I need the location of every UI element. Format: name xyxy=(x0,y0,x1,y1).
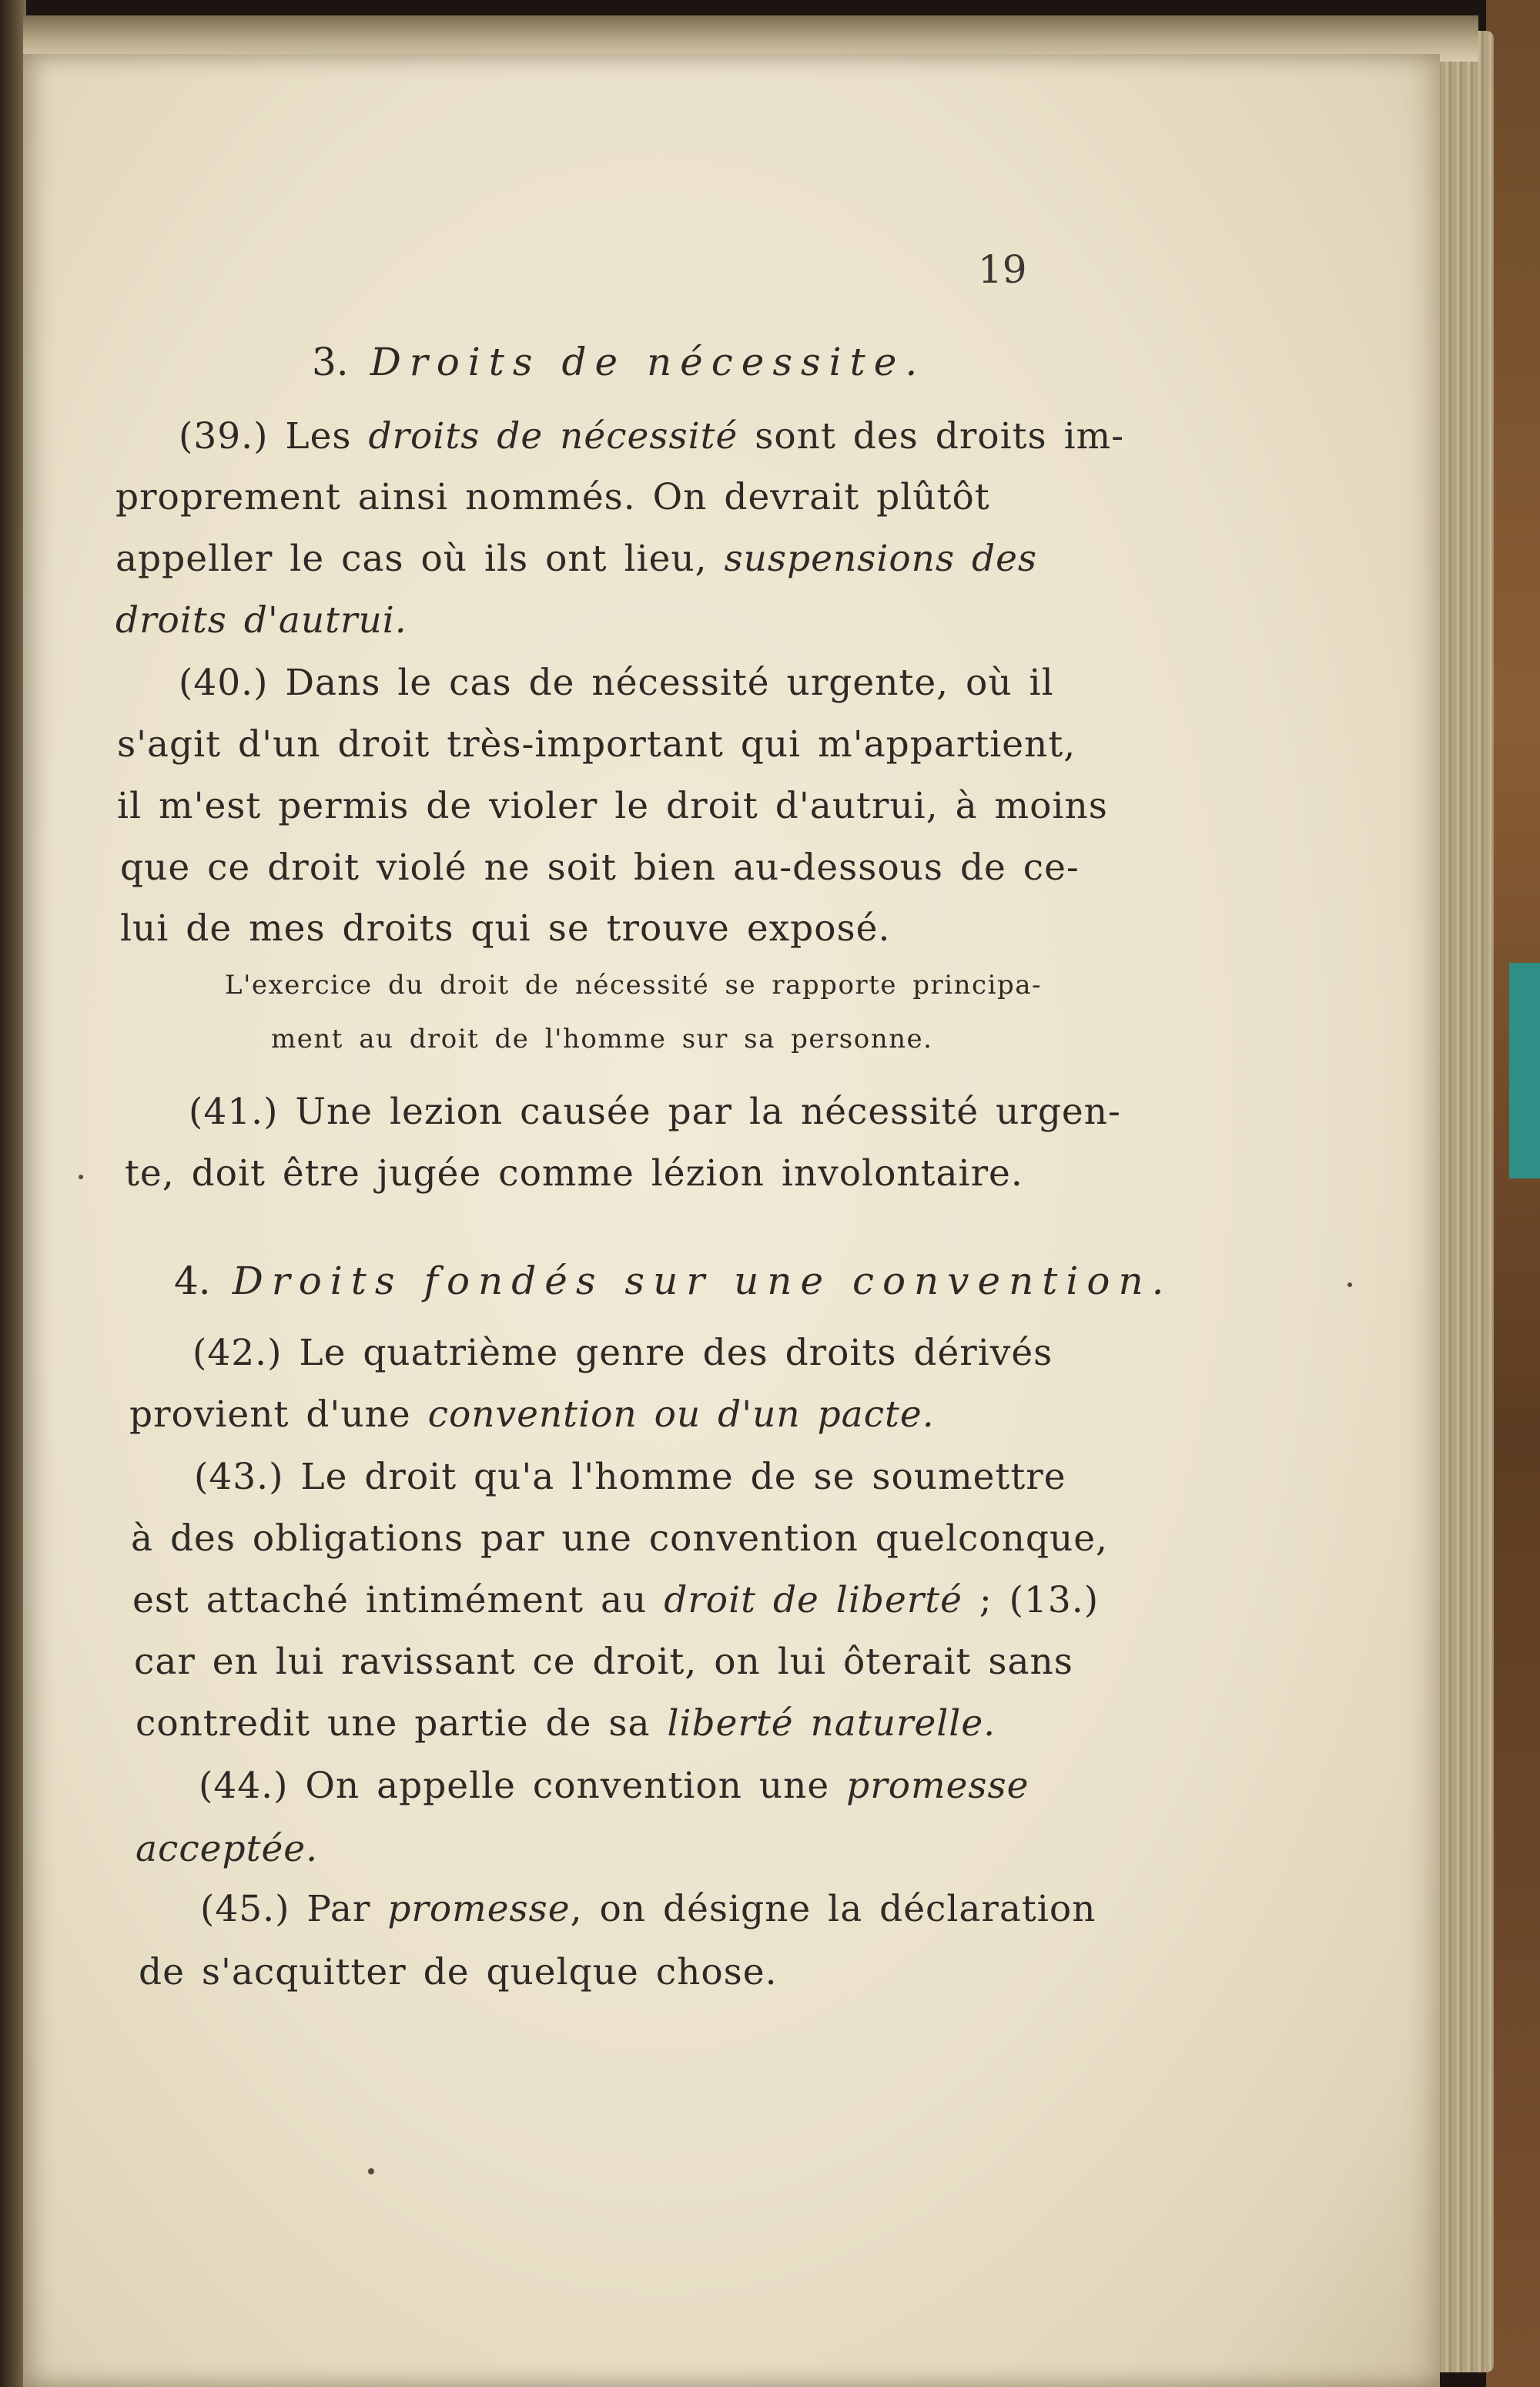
paragraph-43-line-4 xyxy=(134,1641,1073,1683)
text-run: ; (13.) xyxy=(962,1579,1100,1621)
paragraph-40-line-2: s'agit d'un droit très-important qui m'appartient, xyxy=(117,723,1076,766)
paragraph-43-line-1 xyxy=(194,1456,1066,1498)
page-number: 19 xyxy=(978,247,1027,292)
italic-run: suspensions des xyxy=(724,538,1038,580)
text-run: (39.) Les xyxy=(179,415,369,458)
note-line-1: L'exercice du droit de nécessité se rapporte principa- xyxy=(225,970,1042,1001)
text-run: provient d'une xyxy=(129,1393,428,1436)
paragraph-43-line-2 xyxy=(131,1517,1108,1560)
text-run: contredit une partie de sa xyxy=(136,1702,668,1745)
paragraph-42-line-1 xyxy=(192,1332,1053,1374)
section-title: Droits fondés sur une convention. xyxy=(232,1259,1173,1303)
paragraph-44-line-2 xyxy=(136,1828,319,1870)
text-run: (44.) On appelle convention une xyxy=(199,1765,847,1807)
paragraph-41-line-2: te, doit être jugée comme lézion involontaire. xyxy=(125,1152,1023,1195)
paragraph-39-line-1 xyxy=(179,415,1125,458)
italic-run: promesse xyxy=(387,1888,571,1930)
paragraph-40-line-3: il m'est permis de violer le droit d'autrui, à moins xyxy=(117,785,1108,827)
page-speck xyxy=(368,2168,374,2174)
italic-run: acceptée. xyxy=(136,1828,319,1870)
italic-run: convention ou d'un pacte. xyxy=(427,1393,935,1436)
paragraph-40-line-4: que ce droit violé ne soit bien au-dessous de ce- xyxy=(120,847,1080,889)
text-run: (42.) Le quatrième genre des droits dérivés xyxy=(192,1332,1053,1374)
section-heading-3 xyxy=(312,340,926,384)
book-page xyxy=(23,54,1440,2387)
paragraph-39-line-4 xyxy=(116,599,407,642)
book-cover-right xyxy=(1486,0,1540,2387)
italic-run: droits d'autrui. xyxy=(116,599,407,642)
paragraph-42-line-2 xyxy=(129,1393,935,1436)
text-run: , on désigne la déclaration xyxy=(570,1888,1096,1930)
text-run: à des obligations par une convention quelconque, xyxy=(131,1517,1108,1560)
page-stack-edge xyxy=(1432,31,1494,2372)
section-number: 3. xyxy=(312,340,349,384)
page-speck xyxy=(79,1175,83,1179)
page-speck xyxy=(1348,1282,1352,1287)
text-run: (45.) Par xyxy=(200,1888,388,1930)
text-run: car en lui ravissant ce droit, on lui ôterait sans xyxy=(134,1641,1073,1683)
paragraph-39-line-3 xyxy=(116,538,1038,580)
italic-run: droits de nécessité xyxy=(368,415,738,458)
book-binding-left xyxy=(0,0,26,2387)
section-title: Droits de nécessite. xyxy=(370,340,926,384)
paragraph-39-line-2 xyxy=(116,476,990,518)
italic-run: liberté naturelle. xyxy=(667,1702,996,1745)
section-number: 4. xyxy=(174,1259,211,1303)
note-line-2: ment au droit de l'homme sur sa personne. xyxy=(271,1024,933,1054)
text-run: est attaché intimément au xyxy=(132,1579,665,1621)
paragraph-41-line-1: (41.) Une lezion causée par la nécessité urgen- xyxy=(189,1091,1121,1133)
paragraph-45-line-2 xyxy=(139,1951,778,1993)
text-run: (43.) Le droit qu'a l'homme de se soumettre xyxy=(194,1456,1066,1498)
paragraph-40-line-5: lui de mes droits qui se trouve exposé. xyxy=(120,907,891,950)
italic-run: promesse xyxy=(846,1765,1029,1807)
text-run: de s'acquitter de quelque chose. xyxy=(139,1951,778,1993)
text-run: sont des droits im- xyxy=(738,415,1125,458)
cover-tab xyxy=(1509,963,1540,1178)
paragraph-45-line-1 xyxy=(200,1888,1096,1930)
paragraph-43-line-3 xyxy=(132,1579,1100,1621)
paragraph-44-line-1 xyxy=(199,1765,1029,1807)
paragraph-40-line-1: (40.) Dans le cas de nécessité urgente, où il xyxy=(179,662,1054,704)
text-run: appeller le cas où ils ont lieu, xyxy=(116,538,725,580)
italic-run: droit de liberté xyxy=(664,1579,962,1621)
section-heading-4 xyxy=(174,1259,1173,1303)
text-run: proprement ainsi nommés. On devrait plûtôt xyxy=(116,476,990,518)
paragraph-43-line-5 xyxy=(136,1702,996,1745)
